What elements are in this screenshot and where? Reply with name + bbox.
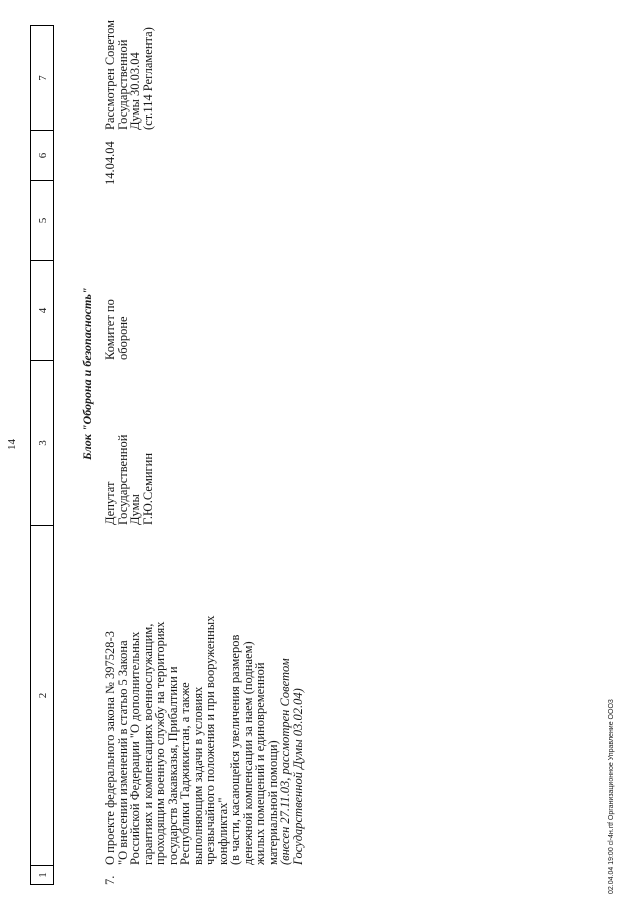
section-heading: Блок "Оборона и безопасность"	[80, 287, 94, 460]
status-line: Государственной	[115, 39, 130, 130]
description-line: (в части, касающейся увеличения размеров	[228, 634, 242, 865]
footer-text: 02.04.04 19:00 cl-4н.rtf Организационное Управление ООО3	[608, 699, 615, 894]
description-line: проходящим военную службу на территориях	[153, 621, 167, 865]
author-line: Г.Ю.Семигин	[140, 452, 155, 525]
col-header-3: 3	[30, 360, 54, 525]
description-line: Российской Федерации "О дополнительных	[128, 631, 142, 865]
committee-cell	[104, 299, 129, 360]
column-number-header	[30, 25, 54, 885]
committee-line: Комитет по	[103, 299, 117, 360]
page-number: 14	[6, 439, 18, 450]
description-note-line: (внесен 27.11.03, рассмотрен Советом	[278, 658, 292, 865]
description-line: О проекте федерального закона № 397528-3	[103, 631, 117, 865]
bill-description	[104, 616, 304, 865]
status-line: Рассмотрен Советом	[103, 19, 117, 130]
col-header-1: 1	[30, 865, 54, 885]
author-cell	[104, 435, 154, 525]
committee-line: обороне	[115, 316, 130, 360]
col-header-4: 4	[30, 260, 54, 360]
description-line: конфликтах"	[215, 797, 230, 865]
row-number: 7.	[103, 875, 117, 885]
author-line: Государственной	[115, 434, 130, 525]
description-note-line: Государственной Думы 03.02.04)	[290, 688, 305, 865]
status-line: Думы 30.03.04	[128, 52, 142, 130]
date-cell: 14.04.04	[103, 141, 117, 185]
author-line: Думы	[128, 494, 142, 525]
col-header-5: 5	[30, 180, 54, 260]
description-line: гарантиях и компенсациях военнослужащим,	[140, 623, 155, 865]
author-line: Депутат	[103, 481, 117, 525]
col-header-7: 7	[30, 25, 54, 130]
description-line: материальной помощи)	[265, 740, 280, 865]
col-header-2: 2	[30, 525, 54, 865]
description-line: жилых помещений и единовременной	[253, 662, 267, 865]
description-line: выполняющим задачи в условиях	[190, 686, 205, 865]
description-line: "О внесении изменений в статью 5 Закона	[115, 640, 130, 865]
status-cell	[104, 20, 154, 130]
description-line: денежной компенсации за наем (поднаем)	[240, 641, 255, 865]
col-header-6: 6	[30, 130, 54, 180]
description-line: государств Закавказья, Прибалтики и	[165, 666, 180, 865]
description-line: Республики Таджикистан, а также	[178, 682, 192, 865]
status-line: (ст.114 Регламента)	[140, 27, 155, 130]
description-line: чрезвычайного положения и при вооруженных	[203, 615, 217, 865]
